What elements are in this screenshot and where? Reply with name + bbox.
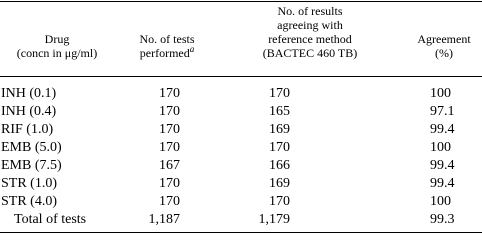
header-agreeing: No. of results agreeing with reference method (BACTEC 460 TB)	[262, 4, 358, 60]
top-rule	[0, 1, 482, 2]
header-rule	[0, 76, 482, 77]
bottom-rule	[0, 232, 482, 233]
header-agreement: Agreement (%)	[417, 32, 471, 60]
header-drug: Drug (concn in μg/ml)	[16, 32, 98, 60]
header-tests: No. of tests performed$^a$	[139, 32, 195, 60]
